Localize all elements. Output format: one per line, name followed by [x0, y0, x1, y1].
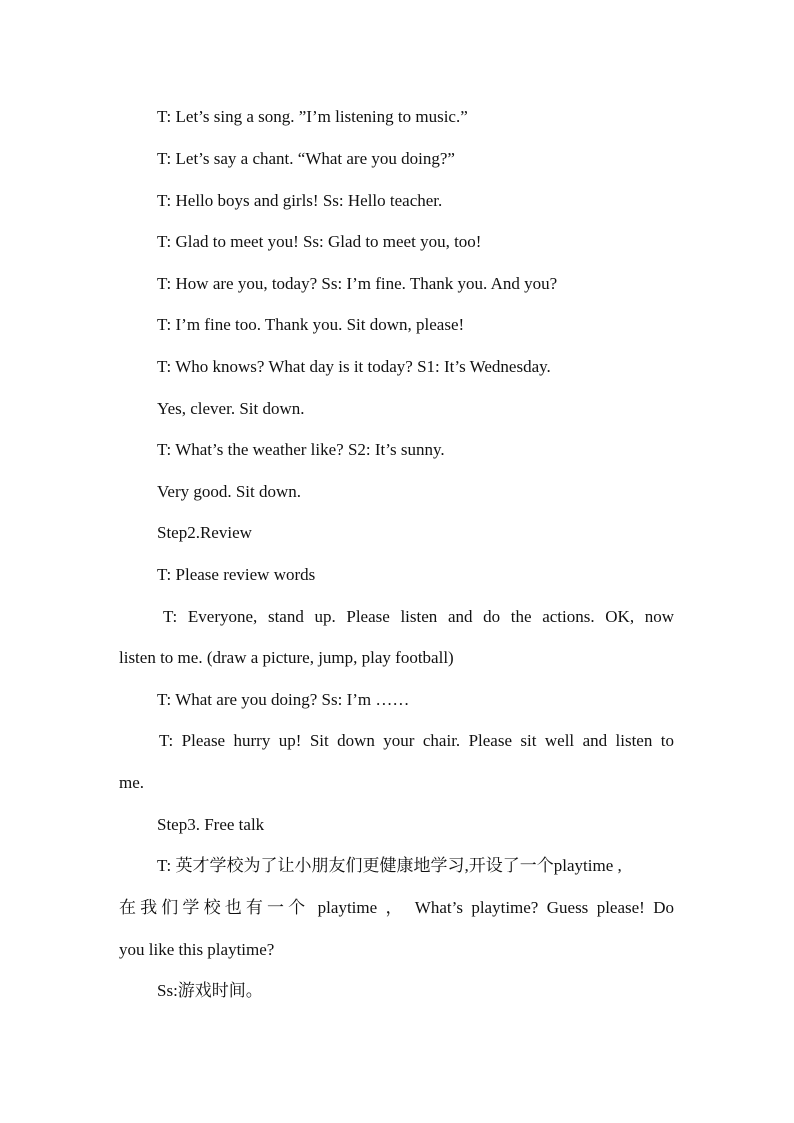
section-heading-review: Step2.Review	[157, 523, 252, 542]
text-line-15: T: What are you doing? Ss: I’m ……	[157, 690, 410, 709]
section-heading-free-talk: Step3. Free talk	[157, 815, 265, 834]
text-line-3: T: Hello boys and girls! Ss: Hello teacher.	[157, 191, 443, 210]
text-line-8: Yes, clever. Sit down.	[157, 399, 305, 418]
text-line-7: T: Who knows? What day is it today? S1: It’s Wednesday.	[157, 357, 551, 376]
text-line-21: you like this playtime?	[119, 940, 275, 959]
text-line-17: me.	[119, 773, 145, 792]
text-line-19: T: 英才学校为了让小朋友们更健康地学习,开设了一个playtime ,	[157, 856, 622, 875]
text-line-6: T: I’m fine too. Thank you. Sit down, please!	[157, 315, 465, 334]
text-line-12: T: Please review words	[157, 565, 316, 584]
text-line-14: listen to me. (draw a picture, jump, play football)	[119, 648, 454, 667]
text-line-22: Ss:游戏时间。	[157, 981, 263, 1000]
text-line-16: T: Please hurry up! Sit down your chair. Please sit well and listen to	[159, 731, 674, 750]
text-line-13: T: Everyone, stand up. Please listen and do the actions. OK, now	[163, 607, 674, 626]
text-line-4: T: Glad to meet you! Ss: Glad to meet you, too!	[157, 232, 482, 251]
text-line-5: T: How are you, today? Ss: I’m fine. Thank you. And you?	[157, 274, 558, 293]
text-line-10: Very good. Sit down.	[157, 482, 302, 501]
text-line-1: T: Let’s sing a song. ”I’m listening to music.”	[157, 107, 468, 126]
text-line-9: T: What’s the weather like? S2: It’s sunny.	[157, 440, 445, 459]
text-line-2: T: Let’s say a chant. “What are you doing?”	[157, 149, 455, 168]
text-line-20: 在我们学校也有一个 playtime ， What’s playtime? Guess please! Do	[119, 898, 674, 917]
